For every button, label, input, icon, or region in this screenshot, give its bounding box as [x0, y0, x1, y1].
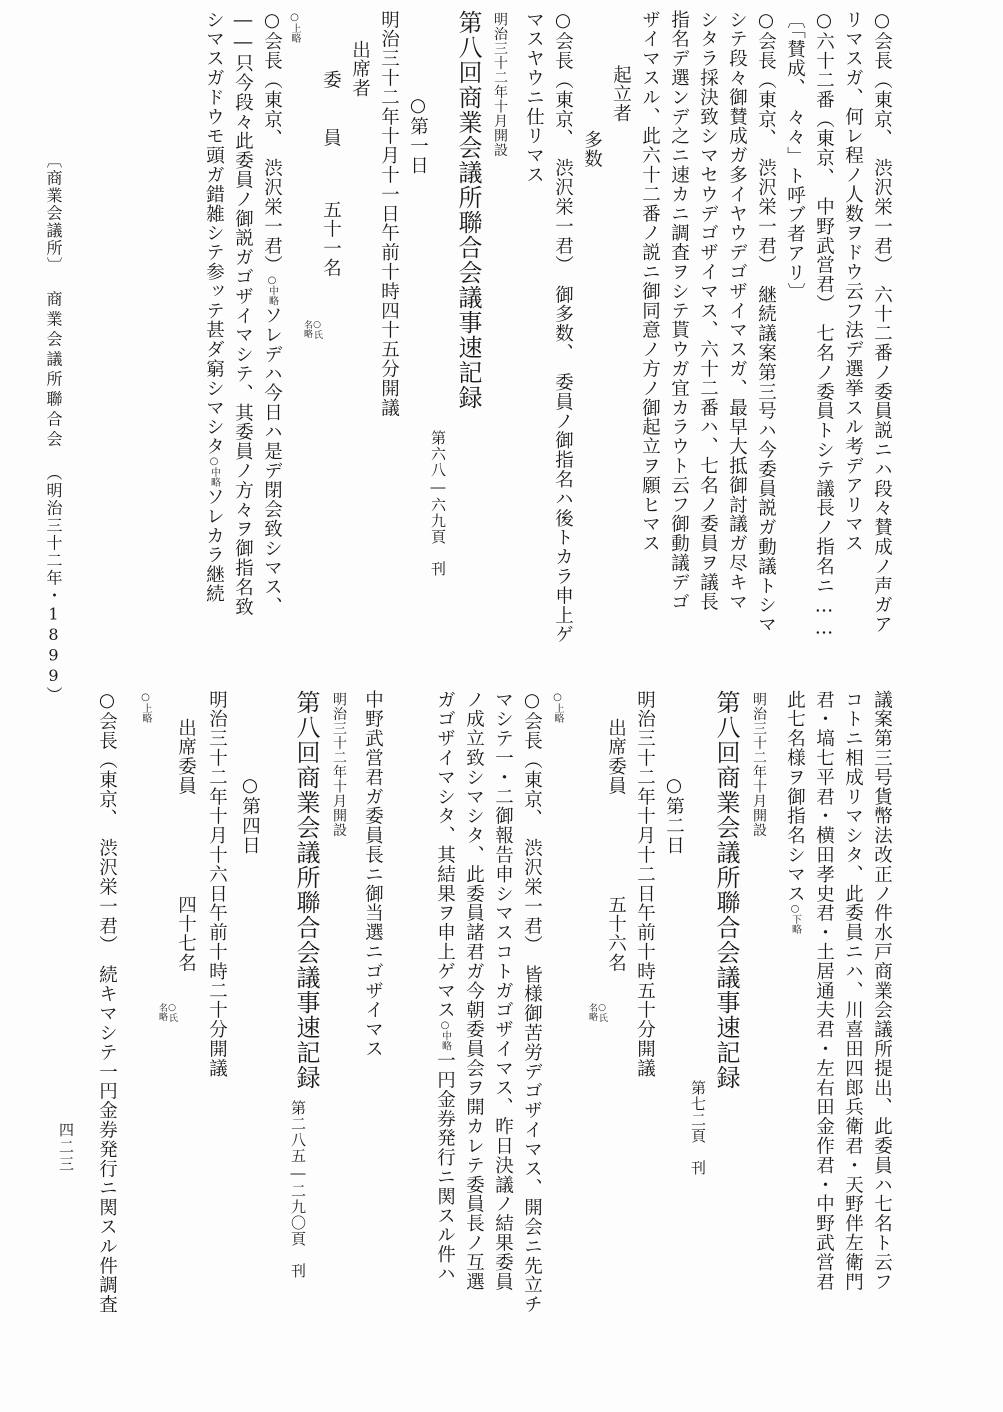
- names-omitted-note: ○氏: [597, 1003, 607, 1022]
- text-column: マシテ一・二御報告申シマスコトガゴザイマス、昨日決議ノ結果委員: [492, 690, 514, 1292]
- text-column: シテ段々御賛成ガ多イヤウデゴザイマスガ、最早大抵御討議ガ尽キマ: [726, 10, 748, 612]
- names-omitted-note: 名略: [157, 1003, 167, 1021]
- section-title: 第八回商業会議所聯合会議事速記録: [454, 10, 482, 410]
- section-title: 第八回商業会議所聯合会議事速記録: [292, 690, 320, 1090]
- omission-note: ○中略: [266, 274, 278, 306]
- names-omitted-note: 名略: [302, 320, 312, 338]
- text-column: [262, 10, 281, 616]
- omission-note: ○上略: [289, 12, 300, 43]
- speech-text: ○会長（東京、 渋沢栄一君）: [261, 10, 283, 275]
- omission-note: ○上略: [140, 692, 151, 723]
- section-title: 第八回商業会議所聯合会議事速記録: [712, 690, 740, 1090]
- text-column: 議案第三号貨幣法改正ノ件水戸商業会議所提出、此委員ハ七名ト云フ: [871, 690, 893, 1292]
- text-column: ○会長（東京、 渋沢栄一君） 六十二番ノ委員説ニハ段々賛成ノ声ガア: [871, 10, 893, 635]
- running-header-period: （明治三十二年・1899）: [44, 464, 63, 704]
- day-heading: ○第一日: [407, 95, 429, 176]
- attendance-heading: 出席委員: [175, 718, 197, 796]
- text-column: 中野武営君ガ委員長ニ御当選ニゴザイマス: [362, 690, 384, 1059]
- text-column: [204, 10, 223, 604]
- speech-text: シマスガドウモ頭ガ錯雑シテ参ッテ甚ダ窮シマシタ: [203, 10, 225, 457]
- attendance-count: 五十六名: [605, 895, 627, 973]
- text-column: ○会長（東京、 渋沢栄一君） 継続議案第三号ハ今委員説ガ動議トシマ: [755, 10, 777, 635]
- running-header-category: 〔商業会議所〕: [44, 152, 63, 275]
- text-column: ○六十二番（東京、 中野武営君） 七名ノ委員トシテ議長ノ指名ニ……: [813, 10, 835, 640]
- day-heading: ○第二日: [663, 775, 685, 856]
- section-established: 明治三十二年十月開設: [331, 692, 347, 837]
- omission-note: ○中略: [439, 1019, 451, 1051]
- text-column: シタラ採決致シマセウデゴザイマス、六十二番ハ、七名ノ委員ヲ議長: [697, 10, 719, 612]
- text-column: マスヤウニ仕リマス: [523, 10, 545, 185]
- text-column: 指名デ選ンデ之ニ速カニ調査ヲシテ貰ウガ宜カラウト云フ御動議デゴ: [668, 10, 690, 612]
- names-omitted-note: 名略: [587, 1003, 597, 1021]
- attendance-label: 委 員: [320, 70, 342, 148]
- omission-note: ○下略: [789, 903, 801, 935]
- section-pages: 第二八五―二九〇頁 刊: [289, 1100, 307, 1279]
- session-date: 明治三十二年十月十一日午前十時四十五分開議: [378, 10, 400, 418]
- attendance-heading: 出席委員: [605, 718, 627, 796]
- session-date: 明治三十二年十月十二日午前十時五十分開議: [634, 690, 656, 1078]
- text-column: コトニ相成リマシタ、此委員ニハ、川喜田四郎兵衛君・天野伴左衛門: [842, 690, 864, 1292]
- omission-note: ○中略: [208, 456, 220, 488]
- running-header-org: 商業会議所聯合会: [44, 290, 63, 451]
- text-column: [435, 690, 454, 1284]
- speech-text: ソレデハ今日ハ是デ閉会致シマス、: [261, 305, 283, 617]
- section-established: 明治三十二年十月開設: [751, 692, 767, 837]
- text-column: ○会長（東京、 渋沢栄一君） 御多数、 委員ノ御指名ハ後トカラ申上ゲ: [552, 10, 574, 645]
- running-header: [45, 152, 61, 704]
- section-established: 明治三十二年十月開設: [492, 12, 508, 157]
- page-number: 四二三: [57, 1122, 75, 1173]
- text-column: 君・塙七平君・横田孝史君・土居通夫君・左右田金作君・中野武営君: [813, 690, 835, 1292]
- names-omitted-note: ○氏: [312, 320, 322, 339]
- speech-text: ソレカラ継続: [203, 487, 225, 604]
- text-column: リマスガ、何レ程ノ人数ヲドウ云フ法デ選挙スル考デアリマス: [842, 10, 864, 554]
- text-column: ○会長（東京、 渋沢栄一君） 続キマシテ一円金券発行ニ関スル件調査: [96, 690, 118, 1315]
- omission-note: ○上略: [552, 692, 563, 723]
- section-pages: 第七二頁 刊: [689, 1080, 707, 1176]
- text-column: ザイマスル、此六十二番ノ説ニ御同意ノ方ノ御起立ヲ願ヒマス: [639, 10, 661, 554]
- speech-text: 一円金券発行ニ関スル件ハ: [434, 1050, 456, 1284]
- text-column: 多数: [581, 130, 603, 169]
- text-column: ノ成立致シマシタ、此委員諸君ガ今朝委員会ヲ開カレテ委員長ノ互選: [463, 690, 485, 1292]
- attendance-count: 五十一名: [320, 200, 342, 278]
- session-date: 明治三十二年十月十六日午前十時二十分開議: [206, 690, 228, 1078]
- speech-text: 此七名様ヲ御指名シマス: [784, 690, 806, 904]
- attendance-heading: 出席者: [349, 40, 371, 99]
- text-column: ――只今段々此委員ノ御説ガゴザイマシテ、其委員ノ方々ヲ御指名致: [232, 10, 254, 617]
- text-column: 〔「賛成、 々々」ト呼ブ者アリ〕: [784, 10, 806, 302]
- speech-text: ガゴザイマシタ、其結果ヲ申上ゲマス: [434, 690, 456, 1020]
- attendance-count: 四十七名: [175, 895, 197, 973]
- text-column: 起立者: [610, 65, 632, 124]
- text-column: ○会長（東京、 渋沢栄一君） 皆様御苦労デゴザイマス、開会ニ先立チ: [521, 690, 543, 1315]
- names-omitted-note: ○氏: [167, 1003, 177, 1022]
- section-pages: 第六八―六九頁 刊: [429, 430, 447, 577]
- day-heading: ○第四日: [239, 775, 261, 856]
- text-column: [785, 690, 804, 934]
